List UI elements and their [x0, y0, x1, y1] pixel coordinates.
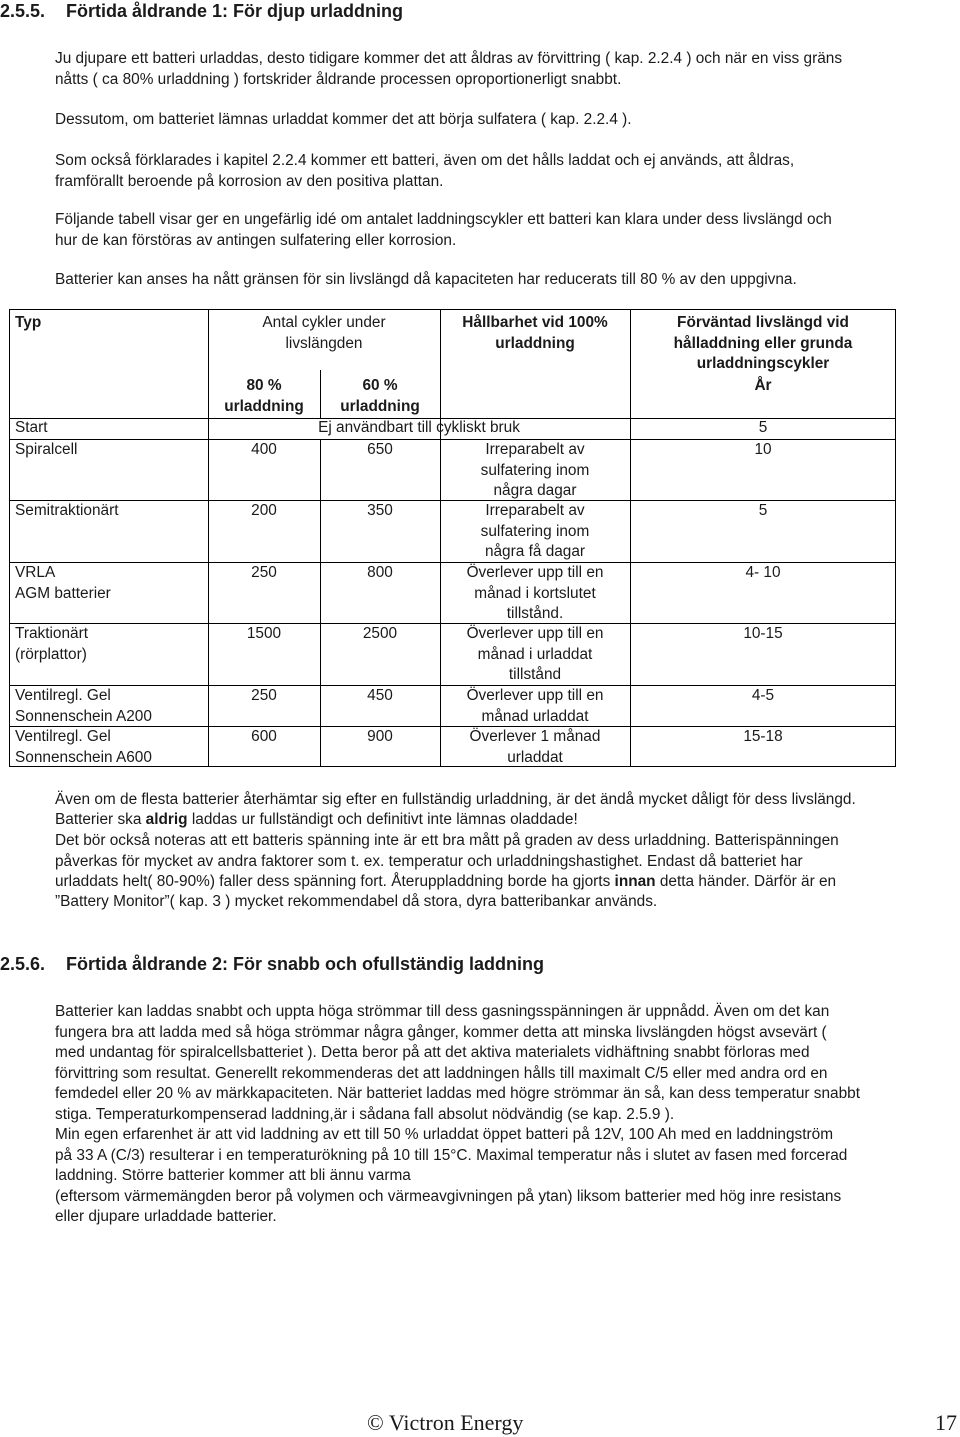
- paragraph: urladdats helt( 80-90%) faller dess spänning fort. Återuppladdning borde ha gjorts innan detta händer. Därför är en: [55, 873, 837, 890]
- row-c80: 600: [251, 728, 277, 745]
- row-hold: Irreparabelt av sulfatering inom några få dagar: [480, 502, 590, 560]
- paragraph: Även om de flesta batterier återhämtar sig efter en fullständig urladdning, är det ändå mycket dåligt för dess livslängd.: [55, 791, 856, 808]
- section-title: Förtida åldrande 2: För snabb och ofullständig laddning: [66, 954, 545, 974]
- paragraph: ”Battery Monitor”( kap. 3 ) mycket rekommendabel då stora, dyra batteribankar används.: [55, 893, 658, 910]
- section-title: Förtida åldrande 1: För djup urladdning: [66, 1, 403, 21]
- section-number: 2.5.6.: [0, 954, 46, 974]
- emphasis: innan: [614, 873, 656, 890]
- header-80: 80 % urladdning: [224, 377, 304, 415]
- row-hold: Överlever upp till en månad i urladdat tillstånd: [466, 625, 604, 683]
- header-cycles: Antal cykler under livslängden: [262, 314, 386, 352]
- row-type: Semitraktionärt: [15, 502, 119, 519]
- paragraph: Batterier ska aldrig laddas ur fullständigt och definitivt inte lämnas oladdade!: [55, 811, 578, 828]
- header-years: År: [754, 377, 772, 394]
- row-years: 15-18: [743, 728, 783, 745]
- row-type: Traktionärt (rörplattor): [15, 625, 88, 663]
- paragraph: Som också förklarades i kapitel 2.2.4 kommer ett batteri, även om det hålls laddat och ej används, att åldras, framförallt beroende på korrosion av den positiva plattan.: [55, 152, 795, 190]
- row-c80: 200: [251, 502, 277, 519]
- row-span: Ej användbart till cykliskt bruk: [318, 419, 520, 436]
- section-number: 2.5.5.: [0, 1, 46, 21]
- row-years: 5: [758, 502, 768, 519]
- row-c80: 400: [251, 441, 277, 458]
- row-type: Spiralcell: [15, 441, 78, 458]
- row-c60: 450: [367, 687, 393, 704]
- row-c80: 250: [251, 564, 277, 581]
- row-type: Ventilregl. Gel Sonnenschein A200: [15, 687, 152, 725]
- emphasis: aldrig: [145, 811, 188, 828]
- row-c80: 1500: [246, 625, 282, 642]
- header-durability: Hållbarhet vid 100% urladdning: [462, 314, 608, 352]
- row-hold: Irreparabelt av sulfatering inom några dagar: [480, 441, 590, 499]
- page-number: 17: [935, 1410, 957, 1435]
- footer-brand: © Victron Energy: [367, 1410, 524, 1435]
- row-years: 5: [758, 419, 768, 436]
- row-hold: Överlever upp till en månad i kortslutet tillstånd.: [466, 564, 604, 622]
- row-c60: 650: [367, 441, 393, 458]
- header-type: Typ: [15, 314, 42, 331]
- row-years: 4-5: [751, 687, 775, 704]
- row-years: 10-15: [743, 625, 783, 642]
- row-type: VRLA AGM batterier: [15, 564, 111, 602]
- paragraph: Följande tabell visar ger en ungefärlig idé om antalet laddningscykler ett batteri kan klara under dess livslängd och hur de kan förstöras av antingen sulfatering eller korrosion.: [55, 211, 832, 249]
- row-c60: 350: [367, 502, 393, 519]
- row-type: Ventilregl. Gel Sonnenschein A600: [15, 728, 152, 766]
- header-60: 60 % urladdning: [340, 377, 420, 415]
- row-c60: 900: [367, 728, 393, 745]
- row-years: 4- 10: [745, 564, 781, 581]
- paragraph: Det bör också noteras att ett batteris spänning inte är ett bra mått på graden av dess urladdning. Batterispänningen påverkas för mycket av andra faktorer som t. ex. temperatur och urladdningshastighet. Endast då batteriet har: [55, 832, 839, 870]
- battery-table: [9, 309, 896, 767]
- row-hold: Överlever upp till en månad urladdat: [466, 687, 604, 725]
- paragraph: Ju djupare ett batteri urladdas, desto tidigare kommer det att åldras av förvittring ( kap. 2.2.4 ) och när en viss gräns nåtts ( ca 80% urladdning ) fortskrider åldrande processen oproportionerligt snabbt.: [55, 50, 843, 88]
- row-hold: Överlever 1 månad urladdat: [469, 728, 601, 766]
- row-c60: 800: [367, 564, 393, 581]
- row-type: Start: [15, 419, 48, 436]
- row-years: 10: [754, 441, 772, 458]
- paragraph: Batterier kan anses ha nått gränsen för sin livslängd då kapaciteten har reducerats till 80 % av den uppgivna.: [55, 271, 797, 288]
- row-c80: 250: [251, 687, 277, 704]
- header-lifetime: Förväntad livslängd vid hålladdning eller grunda urladdningscykler: [673, 314, 853, 372]
- paragraph: Dessutom, om batteriet lämnas urladdat kommer det att börja sulfatera ( kap. 2.2.4 ).: [55, 111, 632, 128]
- row-c60: 2500: [362, 625, 398, 642]
- paragraph: Batterier kan laddas snabbt och uppta höga strömmar till dess gasningsspänningen är uppnådd. Även om det kan fungera bra att ladda med så höga strömmar några gånger, kommer detta att minska livslängden högst avsevärt ( med undantag för spiralcellsbatteriet ). Detta beror på att det aktiva materialets vidhäftning snabbt förloras med förvittring som resultat. Generellt rekommenderas det att laddningen hålls till maximalt C/5 eller med andra ord en femdedel eller 20 % av märkkapaciteten. När batteriet laddas med högre strömmar än så, kan dess temperatur snabbt stiga. Temperaturkompenserad laddning,är i sådana fall absolut nödvändig (se kap. 2.5.9 ). Min egen erfarenhet är att vid laddning av ett till 50 % urladdat öppet batteri på 12V, 100 Ah med en laddningström på 33 A (C/3) resulterar i en temperaturökning på 10 till 15°C. Maximal temperatur nås i slutet av fasen med forcerad laddning. Större batterier kommer att bli ännu varma (eftersom värmemängden beror på volymen och värmeavgivningen på ytan) liksom batterier med hög inre resistans eller djupare urladdade batterier.: [55, 1003, 860, 1225]
